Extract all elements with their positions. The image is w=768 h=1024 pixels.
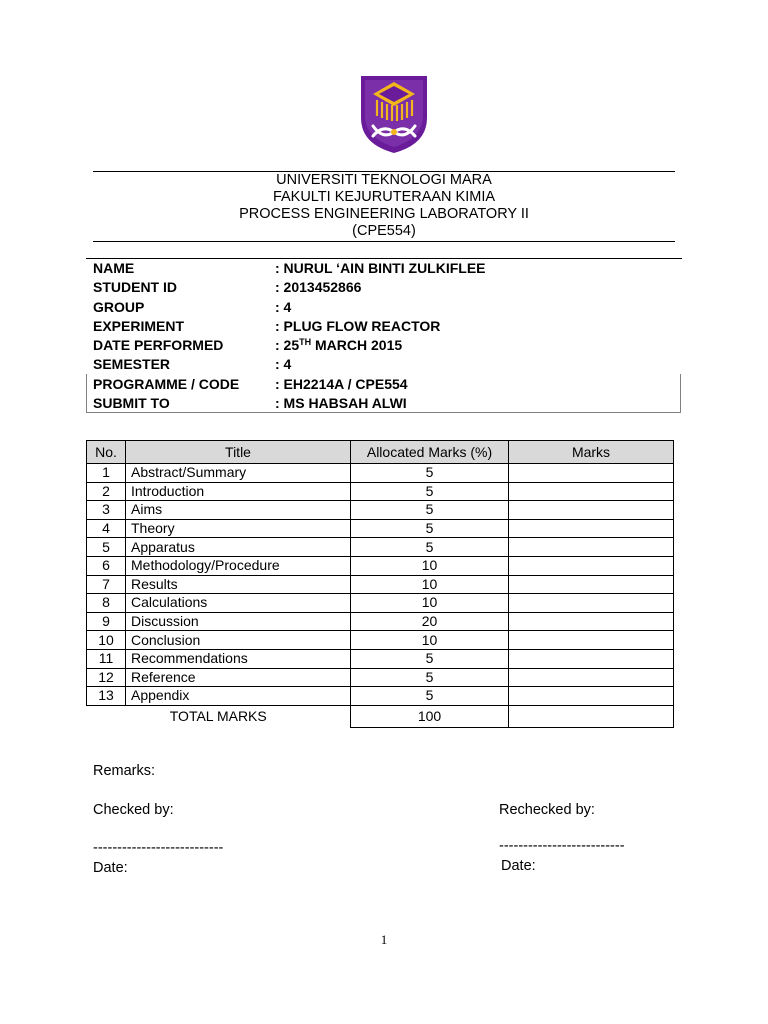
info-box-border — [86, 374, 681, 413]
row-marks-field[interactable] — [509, 464, 674, 483]
page-number: 1 — [380, 932, 388, 947]
header-marks: Marks — [509, 441, 674, 464]
course-code: (CPE554) — [352, 223, 416, 239]
row-marks-field[interactable] — [509, 594, 674, 613]
info-label: SUBMIT TO — [93, 395, 170, 412]
row-allocated: 5 — [351, 501, 509, 520]
row-title: Aims — [126, 501, 351, 520]
row-marks-field[interactable] — [509, 575, 674, 594]
rechecked-by-label: Rechecked by: — [499, 802, 595, 818]
table-row — [87, 631, 674, 650]
header-allocated: Allocated Marks (%) — [351, 441, 509, 464]
row-no: 7 — [87, 575, 126, 594]
signature-line-right: -------------------------- — [499, 838, 625, 854]
info-row-experiment — [86, 317, 682, 336]
row-no: 10 — [87, 631, 126, 650]
table-row — [87, 612, 674, 631]
laboratory-name: PROCESS ENGINEERING LABORATORY II — [239, 206, 529, 222]
row-allocated: 20 — [351, 612, 509, 631]
info-label: GROUP — [93, 298, 145, 315]
row-allocated: 10 — [351, 556, 509, 575]
table-row — [87, 556, 674, 575]
row-no: 8 — [87, 594, 126, 613]
info-row-date-performed — [86, 336, 682, 355]
info-label: DATE PERFORMED — [93, 337, 224, 354]
faculty-name: FAKULTI KEJURUTERAAN KIMIA — [272, 189, 496, 205]
info-label: SEMESTER — [93, 356, 171, 373]
table-row — [87, 649, 674, 668]
row-marks-field[interactable] — [509, 687, 674, 706]
row-allocated: 10 — [351, 594, 509, 613]
row-allocated: 5 — [351, 482, 509, 501]
remarks-label: Remarks: — [93, 763, 156, 779]
row-marks-field[interactable] — [509, 668, 674, 687]
marks-table — [86, 440, 674, 728]
row-no: 9 — [87, 612, 126, 631]
info-value: : 2013452866 — [275, 279, 362, 296]
table-row — [87, 519, 674, 538]
row-allocated: 5 — [351, 538, 509, 557]
info-value: : NURUL ‘AIN BINTI ZULKIFLEE — [275, 260, 486, 276]
header-no: No. — [87, 441, 126, 464]
row-title: Apparatus — [126, 538, 351, 557]
row-no: 11 — [87, 649, 126, 668]
table-row — [87, 668, 674, 687]
row-no: 3 — [87, 501, 126, 520]
info-label: STUDENT ID — [93, 279, 177, 296]
row-allocated: 5 — [351, 649, 509, 668]
info-label: PROGRAMME / CODE — [93, 375, 240, 392]
table-header-row — [87, 441, 674, 464]
date-ordinal: TH — [299, 337, 312, 348]
info-row-name — [86, 259, 682, 278]
row-title: Appendix — [126, 687, 351, 706]
row-marks-field[interactable] — [509, 556, 674, 575]
total-label: TOTAL MARKS — [169, 707, 267, 724]
table-row — [87, 575, 674, 594]
info-label: NAME — [93, 260, 135, 276]
info-row-group — [86, 298, 682, 317]
row-no: 5 — [87, 538, 126, 557]
row-allocated: 10 — [351, 575, 509, 594]
row-title: Conclusion — [126, 631, 351, 650]
row-title: Introduction — [126, 482, 351, 501]
row-marks-field[interactable] — [509, 649, 674, 668]
header-title: Title — [126, 441, 351, 464]
university-crest-logo — [359, 74, 429, 154]
row-no: 12 — [87, 668, 126, 687]
checked-by-label: Checked by: — [93, 802, 174, 818]
row-marks-field[interactable] — [509, 482, 674, 501]
row-no: 1 — [87, 464, 126, 483]
info-value: : 4 — [275, 356, 292, 373]
row-marks-field[interactable] — [509, 538, 674, 557]
info-value — [275, 336, 402, 355]
row-allocated: 5 — [351, 668, 509, 687]
row-title: Results — [126, 575, 351, 594]
info-value: : 4 — [275, 298, 292, 315]
row-marks-field[interactable] — [509, 501, 674, 520]
total-row — [87, 705, 674, 727]
info-value: : PLUG FLOW REACTOR — [275, 317, 441, 334]
info-value: : EH2214A / CPE554 — [275, 375, 408, 392]
signature-line-left: --------------------------- — [93, 840, 224, 856]
table-row — [87, 501, 674, 520]
table-row — [87, 482, 674, 501]
date-label-right: Date: — [501, 858, 536, 874]
document-header — [93, 172, 675, 240]
university-name: UNIVERSITI TEKNOLOGI MARA — [276, 172, 492, 188]
total-marks-field[interactable] — [509, 705, 674, 727]
row-allocated: 5 — [351, 687, 509, 706]
row-no: 4 — [87, 519, 126, 538]
table-row — [87, 538, 674, 557]
info-row-semester — [86, 355, 682, 374]
info-value: : MS HABSAH ALWI — [275, 395, 407, 412]
row-title: Methodology/Procedure — [126, 556, 351, 575]
row-title: Recommendations — [126, 649, 351, 668]
row-title: Abstract/Summary — [126, 464, 351, 483]
info-label: EXPERIMENT — [93, 317, 185, 334]
total-value: 100 — [351, 705, 509, 727]
table-row — [87, 594, 674, 613]
row-no: 2 — [87, 482, 126, 501]
table-row — [87, 687, 674, 706]
row-allocated: 5 — [351, 519, 509, 538]
table-row — [87, 464, 674, 483]
row-title: Reference — [126, 668, 351, 687]
date-label-left: Date: — [93, 860, 128, 876]
row-allocated: 5 — [351, 464, 509, 483]
row-allocated: 10 — [351, 631, 509, 650]
date-day: : 25 — [275, 337, 300, 354]
row-marks-field[interactable] — [509, 519, 674, 538]
row-title: Theory — [126, 519, 351, 538]
info-row-student-id — [86, 278, 682, 297]
row-marks-field[interactable] — [509, 612, 674, 631]
row-no: 6 — [87, 556, 126, 575]
row-no: 13 — [87, 687, 126, 706]
date-month-year: MARCH 2015 — [311, 337, 403, 354]
header-bottom-rule — [93, 241, 675, 242]
row-title: Calculations — [126, 594, 351, 613]
row-title: Discussion — [126, 612, 351, 631]
row-marks-field[interactable] — [509, 631, 674, 650]
